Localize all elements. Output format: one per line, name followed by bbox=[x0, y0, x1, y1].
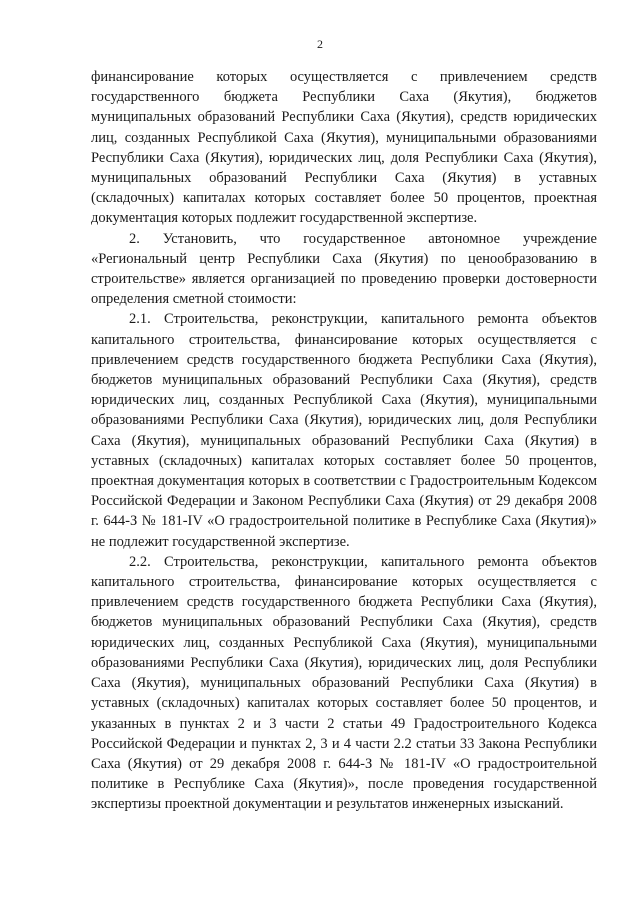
paragraph-item-2: 2. Установить, что государственное автономное учреждение «Региональный центр Республики Саха (Якутия) по ценообразованию в строительстве» является организацией по проведению проверки достоверности определения сметной стоимости: bbox=[91, 230, 597, 308]
paragraph-item-2-2: 2.2. Строительства, реконструкции, капитального ремонта объектов капитального строительства, финансирование которых осуществляется с привлечением средств государственного бюджета Республики Саха (Якутия), бюджетов муниципальных образований Республики Саха (Якутия), средств юридических лиц, созданных Республикой Саха (Якутия), муниципальными образованиями Республики Саха (Якутия), юридических лиц, доля Республики Саха (Якутия), муниципальных образований Республики Саха (Якутия) в уставных (складочных) капиталах которых составляет более 50 процентов, и указанных в пунктах 2 и 3 части 2 статьи 49 Градостроительного Кодекса Российской Федерации и пунктах 2, 3 и 4 части 2.2 статьи 33 Закона Республики Саха (Якутия) от 29 декабря 2008 г. 644-З № 181-IV «О градостроительной политике в Республике Саха (Якутия)», после проведения государственной экспертизы проектной документации и результатов инженерных изысканий. bbox=[91, 553, 597, 813]
paragraph-continuation: финансирование которых осуществляется с привлечением средств государственного бюджета Республики Саха (Якутия), бюджетов муниципальных образований Республики Саха (Якутия), средств юридических лиц, созданных Республикой Саха (Якутия), муниципальными образованиями Республики Саха (Якутия), юридических лиц, доля Республики Саха (Якутия), муниципальных образований Республики Саха (Якутия) в уставных (складочных) капиталах которых составляет более 50 процентов, проектная документация которых подлежит государственной экспертизе. bbox=[91, 69, 597, 227]
document-body bbox=[91, 67, 597, 815]
page-number: 2 bbox=[317, 37, 323, 51]
paragraph-item-2-1: 2.1. Строительства, реконструкции, капитального ремонта объектов капитального строительства, финансирование которых осуществляется с привлечением средств государственного бюджета Республики Саха (Якутия), бюджетов муниципальных образований Республики Саха (Якутия), средств юридических лиц, созданных Республикой Саха (Якутия), муниципальными образованиями Республики Саха (Якутия), юридических лиц, доля Республики Саха (Якутия), муниципальных образований Республики Саха (Якутия) в уставных (складочных) капиталах которых составляет более 50 процентов, проектная документация которых в соответствии с Градостроительным Кодексом Российской Федерации и Законом Республики Саха (Якутия) от 29 декабря 2008 г. 644-З № 181-IV «О градостроительной политике в Республике Саха (Якутия)» не подлежит государственной экспертизе. bbox=[91, 311, 597, 550]
